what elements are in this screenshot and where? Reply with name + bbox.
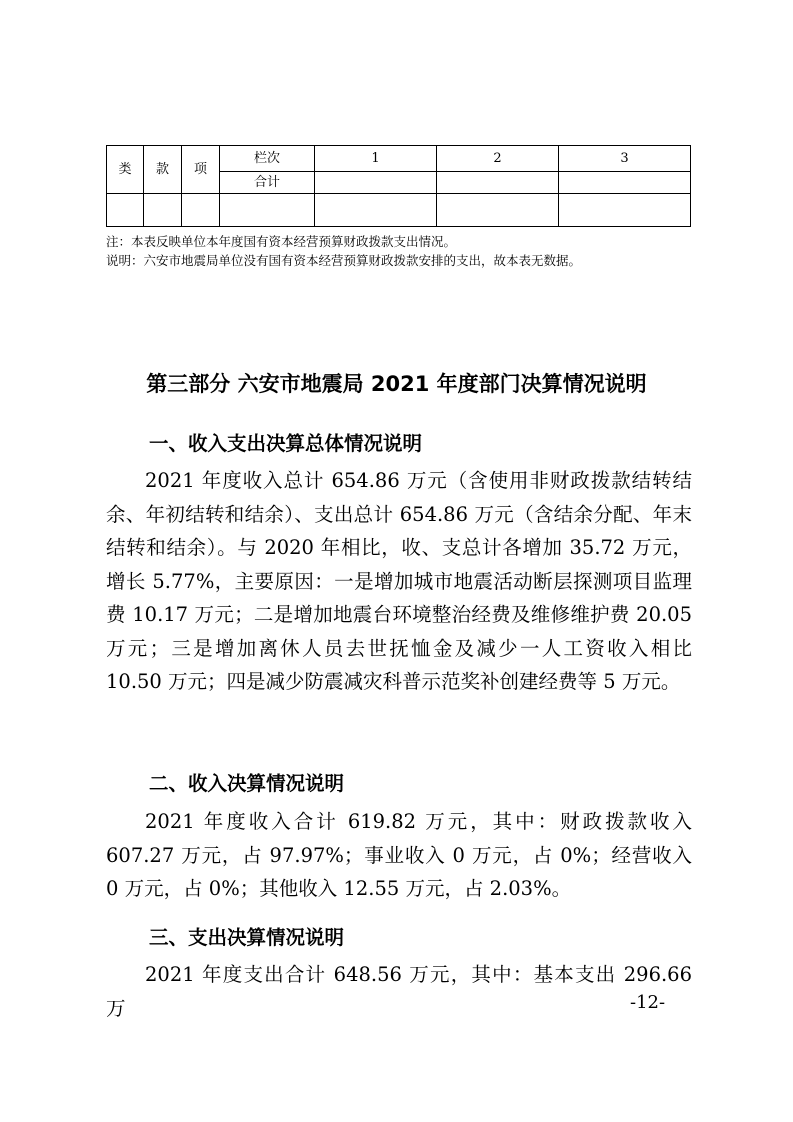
section-title: 第三部分 六安市地震局 2021 年度部门决算情况说明 [146,372,647,396]
header-lanci: 栏次 [220,146,315,172]
empty-cell [144,194,182,227]
total-cell-2 [437,172,559,194]
subsection-heading-overview: 一、收入支出决算总体情况说明 [149,432,423,455]
paragraph-income: 2021 年度收入合计 619.82 万元，其中：财政拨款收入 607.27 万元，占 97.97%；事业收入 0 万元，占 0%；经营收入 0 万元，占 0%；其他收入 12.55 万元，占 2.03%。 [106,810,692,900]
header-col-1: 1 [315,146,437,172]
table-explanation: 说明：六安市地震局单位没有国有资本经营预算财政拨款安排的支出，故本表无数据。 [106,253,582,268]
empty-cell [437,194,559,227]
table-note: 注：本表反映单位本年度国有资本经营预算财政拨款支出情况。 [106,234,457,249]
row-total-label: 合计 [220,172,315,194]
header-col-3: 3 [559,146,691,172]
paragraph-overview: 2021 年度收入总计 654.86 万元（含使用非财政拨款结转结余、年初结转和结余）、支出总计 654.86 万元（含结余分配、年末结转和结余）。与 2020 年相比，收、支总计各增加 35.72 万元，增长 5.77%，主要原因：一是增加城市地震活动断层探测项目监理费 10.17 万元；二是增加地震台环境整治经费及维修维护费 20.05 万元；三是增加离休人员去世抚恤金及减少一人工资收入相比 10.50 万元；四是减少防震减灾科普示范奖补创建经费等 5 万元。 [106,469,692,693]
subsection-heading-expenditure: 三、支出决算情况说明 [149,926,345,949]
paragraph-expenditure: 2021 年度支出合计 648.56 万元，其中：基本支出 296.66 万 [106,963,692,1020]
table-notes [106,232,581,270]
empty-cell [315,194,437,227]
empty-cell [182,194,220,227]
header-lei: 类 [107,146,144,194]
empty-cell [107,194,144,227]
header-kuan: 款 [144,146,182,194]
page-number: -12- [630,992,666,1013]
total-cell-1 [315,172,437,194]
header-xiang: 项 [182,146,220,194]
empty-cell [559,194,691,227]
total-cell-3 [559,172,691,194]
state-capital-expenditure-table [106,145,691,227]
header-col-2: 2 [437,146,559,172]
empty-cell [220,194,315,227]
subsection-heading-income: 二、收入决算情况说明 [149,772,345,795]
